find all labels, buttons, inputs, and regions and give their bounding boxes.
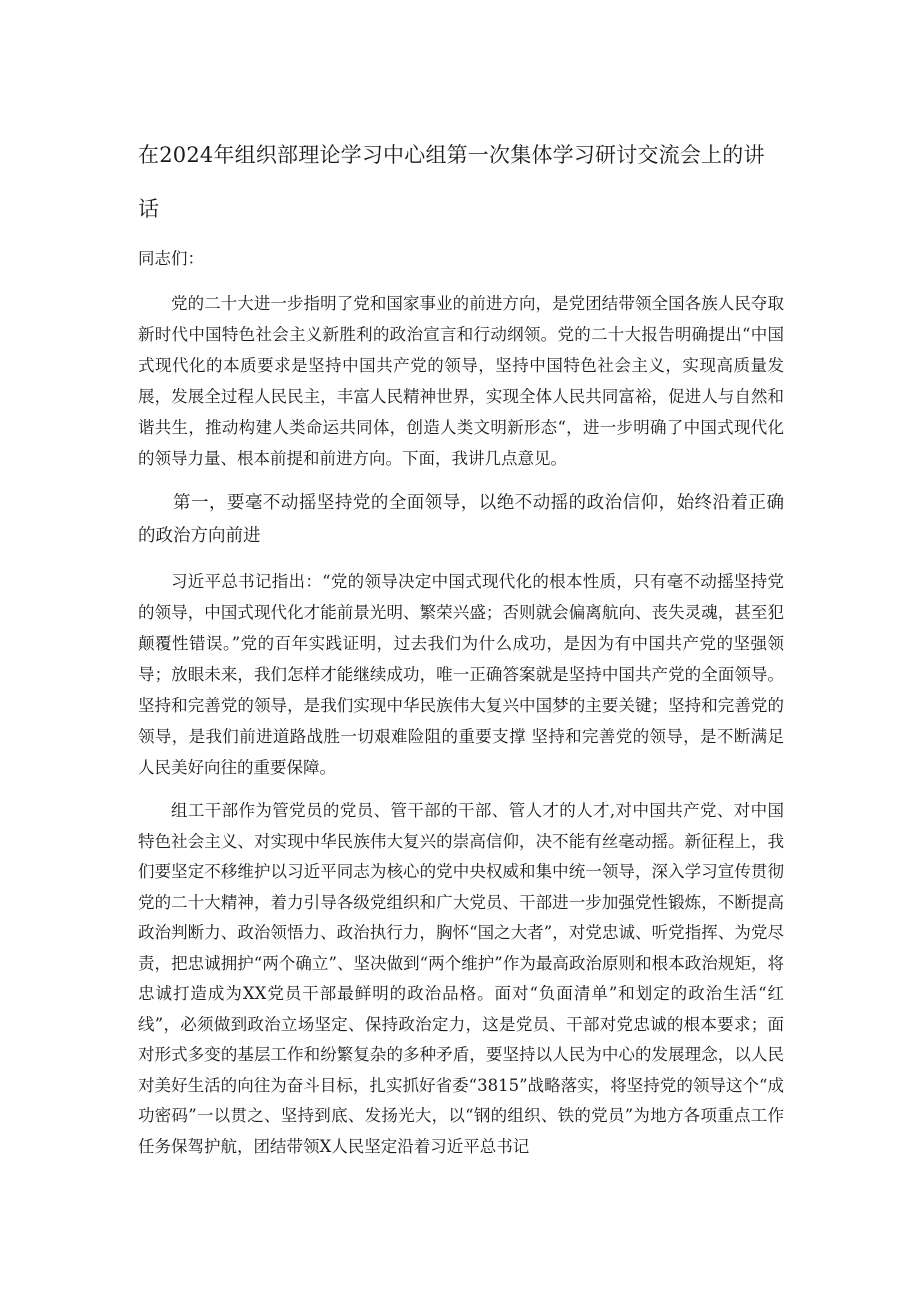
paragraph-organization-cadres: 组工干部作为管党员的党员、管干部的干部、管人才的人才,对中国共产党、对中国特色社会主义、对实现中华民族伟大复兴的崇高信仰，决不能有丝毫动摇。新征程上，我们要坚定不移维护以习近平同志为核心的党中央权威和集中统一领导，深入学习宣传贯彻党的二十大精神，着力引导各级党组织和广大党员、干部进一步加强党性锻炼，不断提高政治判断力、政治领悟力、政治执行力，胸怀“国之大者”，对党忠诚、听党指挥、为党尽责，把忠诚拥护“两个确立”、坚决做到“两个维护”作为最高政治原则和根本政治规矩，将忠诚打造成为XX党员干部最鲜明的政治品格。面对“负面清单”和划定的政治生活“红线”，必须做到政治立场坚定、保持政治定力，这是党员、干部对党忠诚的根本要求；面对形式多变的基层工作和纷繁复杂的多种矛盾，要坚持以人民为中心的发展理念，以人民对美好生活的向往为奋斗目标，扎实抓好省委“3815”战略落实，将坚持党的领导这个“成功密码”一以贯之、坚持到底、发扬光大，以“钢的组织、铁的党员”为地方各项重点工作任务保驾护航，团结带领X人民坚定沿着习近平总书记: [138, 801, 784, 1156]
document-title: 在2024年组织部理论学习中心组第一次集体学习研讨交流会上的讲话: [138, 143, 765, 221]
salutation: 同志们：: [138, 249, 204, 268]
section-heading-first: 第一，要毫不动摇坚持党的全面领导，以绝不动摇的政治信仰，始终沿着正确的政治方向前进: [138, 493, 784, 546]
paragraph-leadership-quote: 习近平总书记指出：“党的领导决定中国式现代化的根本性质，只有毫不动摇坚持党的领导，中国式现代化才能前景光明、繁荣兴盛；否则就会偏离航向、丧失灵魂，甚至犯颠覆性错误。”党的百年实践证明，过去我们为什么成功，是因为有中国共产党的坚强领导；放眼未来，我们怎样才能继续成功，唯一正确答案就是坚持中国共产党的全面领导。坚持和完善党的领导，是我们实现中华民族伟大复兴中国梦的主要关键；坚持和完善党的领导，是我们前进道路战胜一切艰难险阻的重要支撑 坚持和完善党的领导，是不断满足人民美好向往的重要保障。: [138, 572, 784, 777]
paragraph-intro: 党的二十大进一步指明了党和国家事业的前进方向，是党团结带领全国各族人民夺取新时代中国特色社会主义新胜利的政治宣言和行动纲领。党的二十大报告明确提出“中国式现代化的本质要求是坚持中国共产党的领导，坚持中国特色社会主义，实现高质量发展，发展全过程人民民主，丰富人民精神世界，实现全体人民共同富裕，促进人与自然和谐共生，推动构建人类命运共同体，创造人类文明新形态“，进一步明确了中国式现代化的领导力量、根本前提和前进方向。下面，我讲几点意见。: [138, 294, 784, 468]
document-page: [138, 128, 784, 1175]
